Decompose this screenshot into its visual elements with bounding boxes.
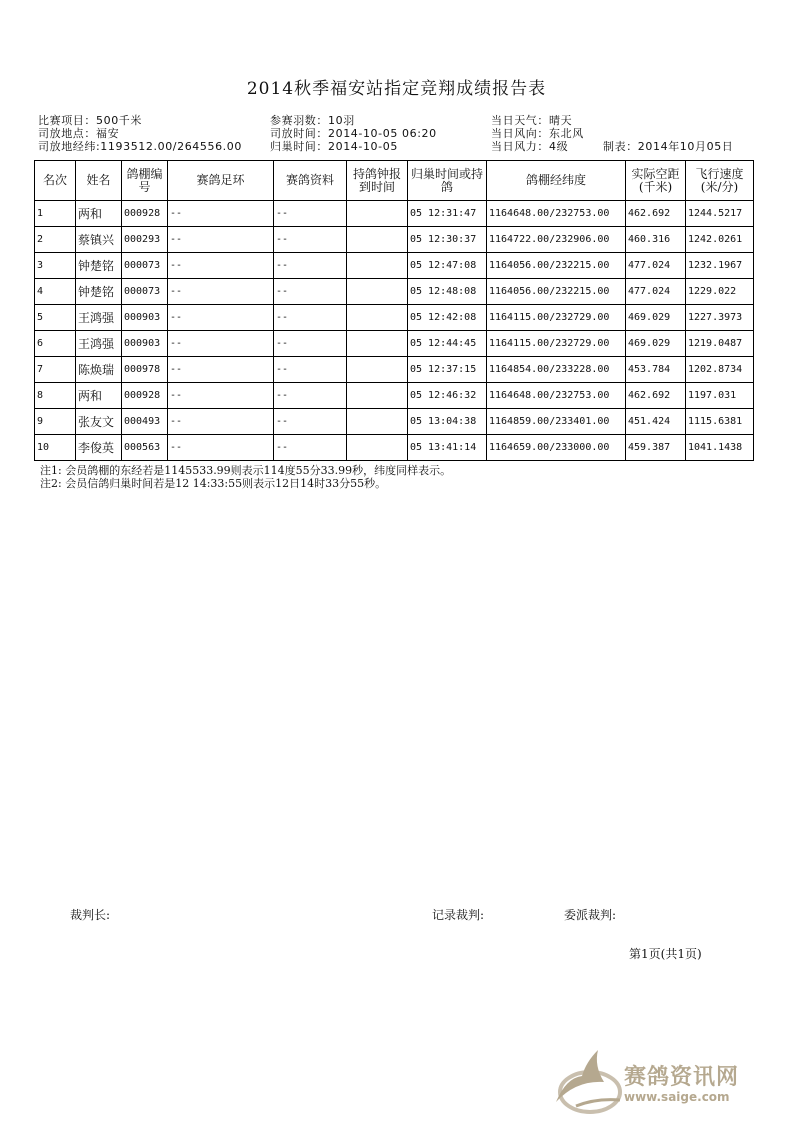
cell-rank: 7 <box>35 357 76 383</box>
info-release-coords: 司放地经纬:1193512.00/264556.00 <box>38 140 242 153</box>
header-speed: 飞行速度(米/分) <box>686 161 754 201</box>
cell-clock-report <box>347 201 408 227</box>
cell-loft-id: 000903 <box>122 305 168 331</box>
cell-loft-coords: 1164115.00/232729.00 <box>487 305 626 331</box>
cell-loft-id: 000903 <box>122 331 168 357</box>
watermark-logo <box>546 1040 756 1120</box>
cell-clock-report <box>347 279 408 305</box>
info-wind-force: 当日风力：4级 <box>491 140 569 153</box>
cell-clock-report <box>347 305 408 331</box>
report-title: 2014秋季福安站指定竞翔成绩报告表 <box>246 79 547 99</box>
cell-speed: 1227.3973 <box>686 305 754 331</box>
cell-distance: 477.024 <box>626 253 686 279</box>
table-row <box>35 227 754 253</box>
table-row <box>35 305 754 331</box>
cell-name: 蔡镇兴 <box>76 227 122 253</box>
cell-rank: 2 <box>35 227 76 253</box>
cell-speed: 1041.1438 <box>686 435 754 461</box>
cell-loft-coords: 1164115.00/232729.00 <box>487 331 626 357</box>
cell-speed: 1115.6381 <box>686 409 754 435</box>
info-count: 参赛羽数：10羽 <box>270 114 355 127</box>
cell-return-time: 05 12:30:37 <box>408 227 487 253</box>
info-return-time: 归巢时间：2014-10-05 <box>270 140 398 153</box>
cell-loft-coords: 1164722.00/232906.00 <box>487 227 626 253</box>
cell-loft-coords: 1164056.00/232215.00 <box>487 279 626 305</box>
header-name: 姓名 <box>76 161 122 201</box>
cell-pigeon-info: -- <box>274 201 347 227</box>
cell-return-time: 05 12:48:08 <box>408 279 487 305</box>
cell-pigeon-info: -- <box>274 435 347 461</box>
info-release-place: 司放地点：福安 <box>38 127 120 140</box>
signature-recorder: 记录裁判: <box>432 908 485 922</box>
cell-rank: 9 <box>35 409 76 435</box>
cell-loft-id: 000928 <box>122 383 168 409</box>
cell-ring: -- <box>168 357 274 383</box>
cell-clock-report <box>347 331 408 357</box>
header-return-time: 归巢时间或持鸽 <box>408 161 487 201</box>
notes <box>40 464 451 490</box>
cell-rank: 3 <box>35 253 76 279</box>
cell-loft-coords: 1164859.00/233401.00 <box>487 409 626 435</box>
info-release-time: 司放时间：2014-10-05 06:20 <box>270 127 437 140</box>
header-loft-coords: 鸽棚经纬度 <box>487 161 626 201</box>
cell-rank: 1 <box>35 201 76 227</box>
pigeon-logo-icon <box>546 1040 626 1120</box>
header-pigeon-info: 赛鸽资料 <box>274 161 347 201</box>
cell-pigeon-info: -- <box>274 357 347 383</box>
cell-ring: -- <box>168 227 274 253</box>
cell-return-time: 05 12:46:32 <box>408 383 487 409</box>
note-1: 注1: 会员鸽棚的东经若是1145533.99则表示114度55分33.99秒，纬度同样表示。 <box>40 464 452 477</box>
cell-ring: -- <box>168 279 274 305</box>
cell-return-time: 05 12:31:47 <box>408 201 487 227</box>
results-table <box>34 160 754 461</box>
table-row <box>35 201 754 227</box>
cell-rank: 10 <box>35 435 76 461</box>
cell-name: 两和 <box>76 201 122 227</box>
cell-distance: 460.316 <box>626 227 686 253</box>
cell-clock-report <box>347 253 408 279</box>
cell-return-time: 05 13:41:14 <box>408 435 487 461</box>
cell-pigeon-info: -- <box>274 253 347 279</box>
info-made-date: 制表：2014年10月05日 <box>603 140 734 153</box>
cell-distance: 462.692 <box>626 201 686 227</box>
table-header-row <box>35 161 754 201</box>
cell-name: 陈焕瑞 <box>76 357 122 383</box>
cell-name: 两和 <box>76 383 122 409</box>
cell-loft-id: 000978 <box>122 357 168 383</box>
cell-distance: 451.424 <box>626 409 686 435</box>
cell-speed: 1244.5217 <box>686 201 754 227</box>
signature-chief-judge: 裁判长: <box>70 908 111 922</box>
cell-speed: 1197.031 <box>686 383 754 409</box>
info-event: 比赛项目：500千米 <box>38 114 142 127</box>
page-number: 第1页(共1页) <box>629 947 702 961</box>
cell-ring: -- <box>168 253 274 279</box>
cell-return-time: 05 12:42:08 <box>408 305 487 331</box>
cell-name: 王鸿强 <box>76 331 122 357</box>
cell-name: 钟楚铭 <box>76 253 122 279</box>
cell-speed: 1219.0487 <box>686 331 754 357</box>
cell-ring: -- <box>168 383 274 409</box>
cell-loft-coords: 1164854.00/233228.00 <box>487 357 626 383</box>
cell-pigeon-info: -- <box>274 383 347 409</box>
cell-clock-report <box>347 383 408 409</box>
cell-return-time: 05 13:04:38 <box>408 409 487 435</box>
cell-distance: 469.029 <box>626 331 686 357</box>
note-2: 注2: 会员信鸽归巢时间若是12 14:33:55则表示12日14时33分55秒。 <box>40 477 387 490</box>
cell-ring: -- <box>168 331 274 357</box>
cell-name: 张友文 <box>76 409 122 435</box>
cell-speed: 1229.022 <box>686 279 754 305</box>
cell-loft-coords: 1164056.00/232215.00 <box>487 253 626 279</box>
signature-delegate: 委派裁判: <box>564 908 617 922</box>
cell-distance: 477.024 <box>626 279 686 305</box>
cell-return-time: 05 12:37:15 <box>408 357 487 383</box>
cell-name: 李俊英 <box>76 435 122 461</box>
header-loft-id: 鸽棚编号 <box>122 161 168 201</box>
cell-pigeon-info: -- <box>274 227 347 253</box>
cell-ring: -- <box>168 305 274 331</box>
cell-loft-coords: 1164659.00/233000.00 <box>487 435 626 461</box>
header-distance: 实际空距(千米) <box>626 161 686 201</box>
table-row <box>35 279 754 305</box>
cell-loft-id: 000073 <box>122 279 168 305</box>
cell-loft-id: 000493 <box>122 409 168 435</box>
cell-pigeon-info: -- <box>274 305 347 331</box>
cell-pigeon-info: -- <box>274 331 347 357</box>
cell-loft-id: 000073 <box>122 253 168 279</box>
info-weather: 当日天气：晴天 <box>491 114 573 127</box>
cell-distance: 453.784 <box>626 357 686 383</box>
table-row <box>35 253 754 279</box>
cell-ring: -- <box>168 409 274 435</box>
cell-clock-report <box>347 409 408 435</box>
table-row <box>35 435 754 461</box>
table-row <box>35 383 754 409</box>
cell-rank: 6 <box>35 331 76 357</box>
cell-clock-report <box>347 435 408 461</box>
cell-clock-report <box>347 357 408 383</box>
cell-name: 王鸿强 <box>76 305 122 331</box>
cell-loft-coords: 1164648.00/232753.00 <box>487 201 626 227</box>
cell-pigeon-info: -- <box>274 279 347 305</box>
cell-distance: 462.692 <box>626 383 686 409</box>
header-rank: 名次 <box>35 161 76 201</box>
cell-loft-coords: 1164648.00/232753.00 <box>487 383 626 409</box>
cell-pigeon-info: -- <box>274 409 347 435</box>
cell-rank: 4 <box>35 279 76 305</box>
header-clock-report: 持鸽钟报到时间 <box>347 161 408 201</box>
cell-loft-id: 000293 <box>122 227 168 253</box>
table-row <box>35 331 754 357</box>
cell-name: 钟楚铭 <box>76 279 122 305</box>
table-row <box>35 409 754 435</box>
cell-clock-report <box>347 227 408 253</box>
watermark-url: www.saige.com <box>624 1090 730 1104</box>
cell-speed: 1202.8734 <box>686 357 754 383</box>
table-row <box>35 357 754 383</box>
cell-rank: 8 <box>35 383 76 409</box>
cell-rank: 5 <box>35 305 76 331</box>
cell-distance: 469.029 <box>626 305 686 331</box>
cell-return-time: 05 12:44:45 <box>408 331 487 357</box>
info-wind-direction: 当日风向：东北风 <box>491 127 584 140</box>
cell-ring: -- <box>168 201 274 227</box>
cell-ring: -- <box>168 435 274 461</box>
cell-distance: 459.387 <box>626 435 686 461</box>
cell-loft-id: 000928 <box>122 201 168 227</box>
watermark-name: 赛鸽资讯网 <box>624 1065 740 1090</box>
cell-return-time: 05 12:47:08 <box>408 253 487 279</box>
cell-speed: 1232.1967 <box>686 253 754 279</box>
cell-loft-id: 000563 <box>122 435 168 461</box>
header-ring: 赛鸽足环 <box>168 161 274 201</box>
cell-speed: 1242.0261 <box>686 227 754 253</box>
